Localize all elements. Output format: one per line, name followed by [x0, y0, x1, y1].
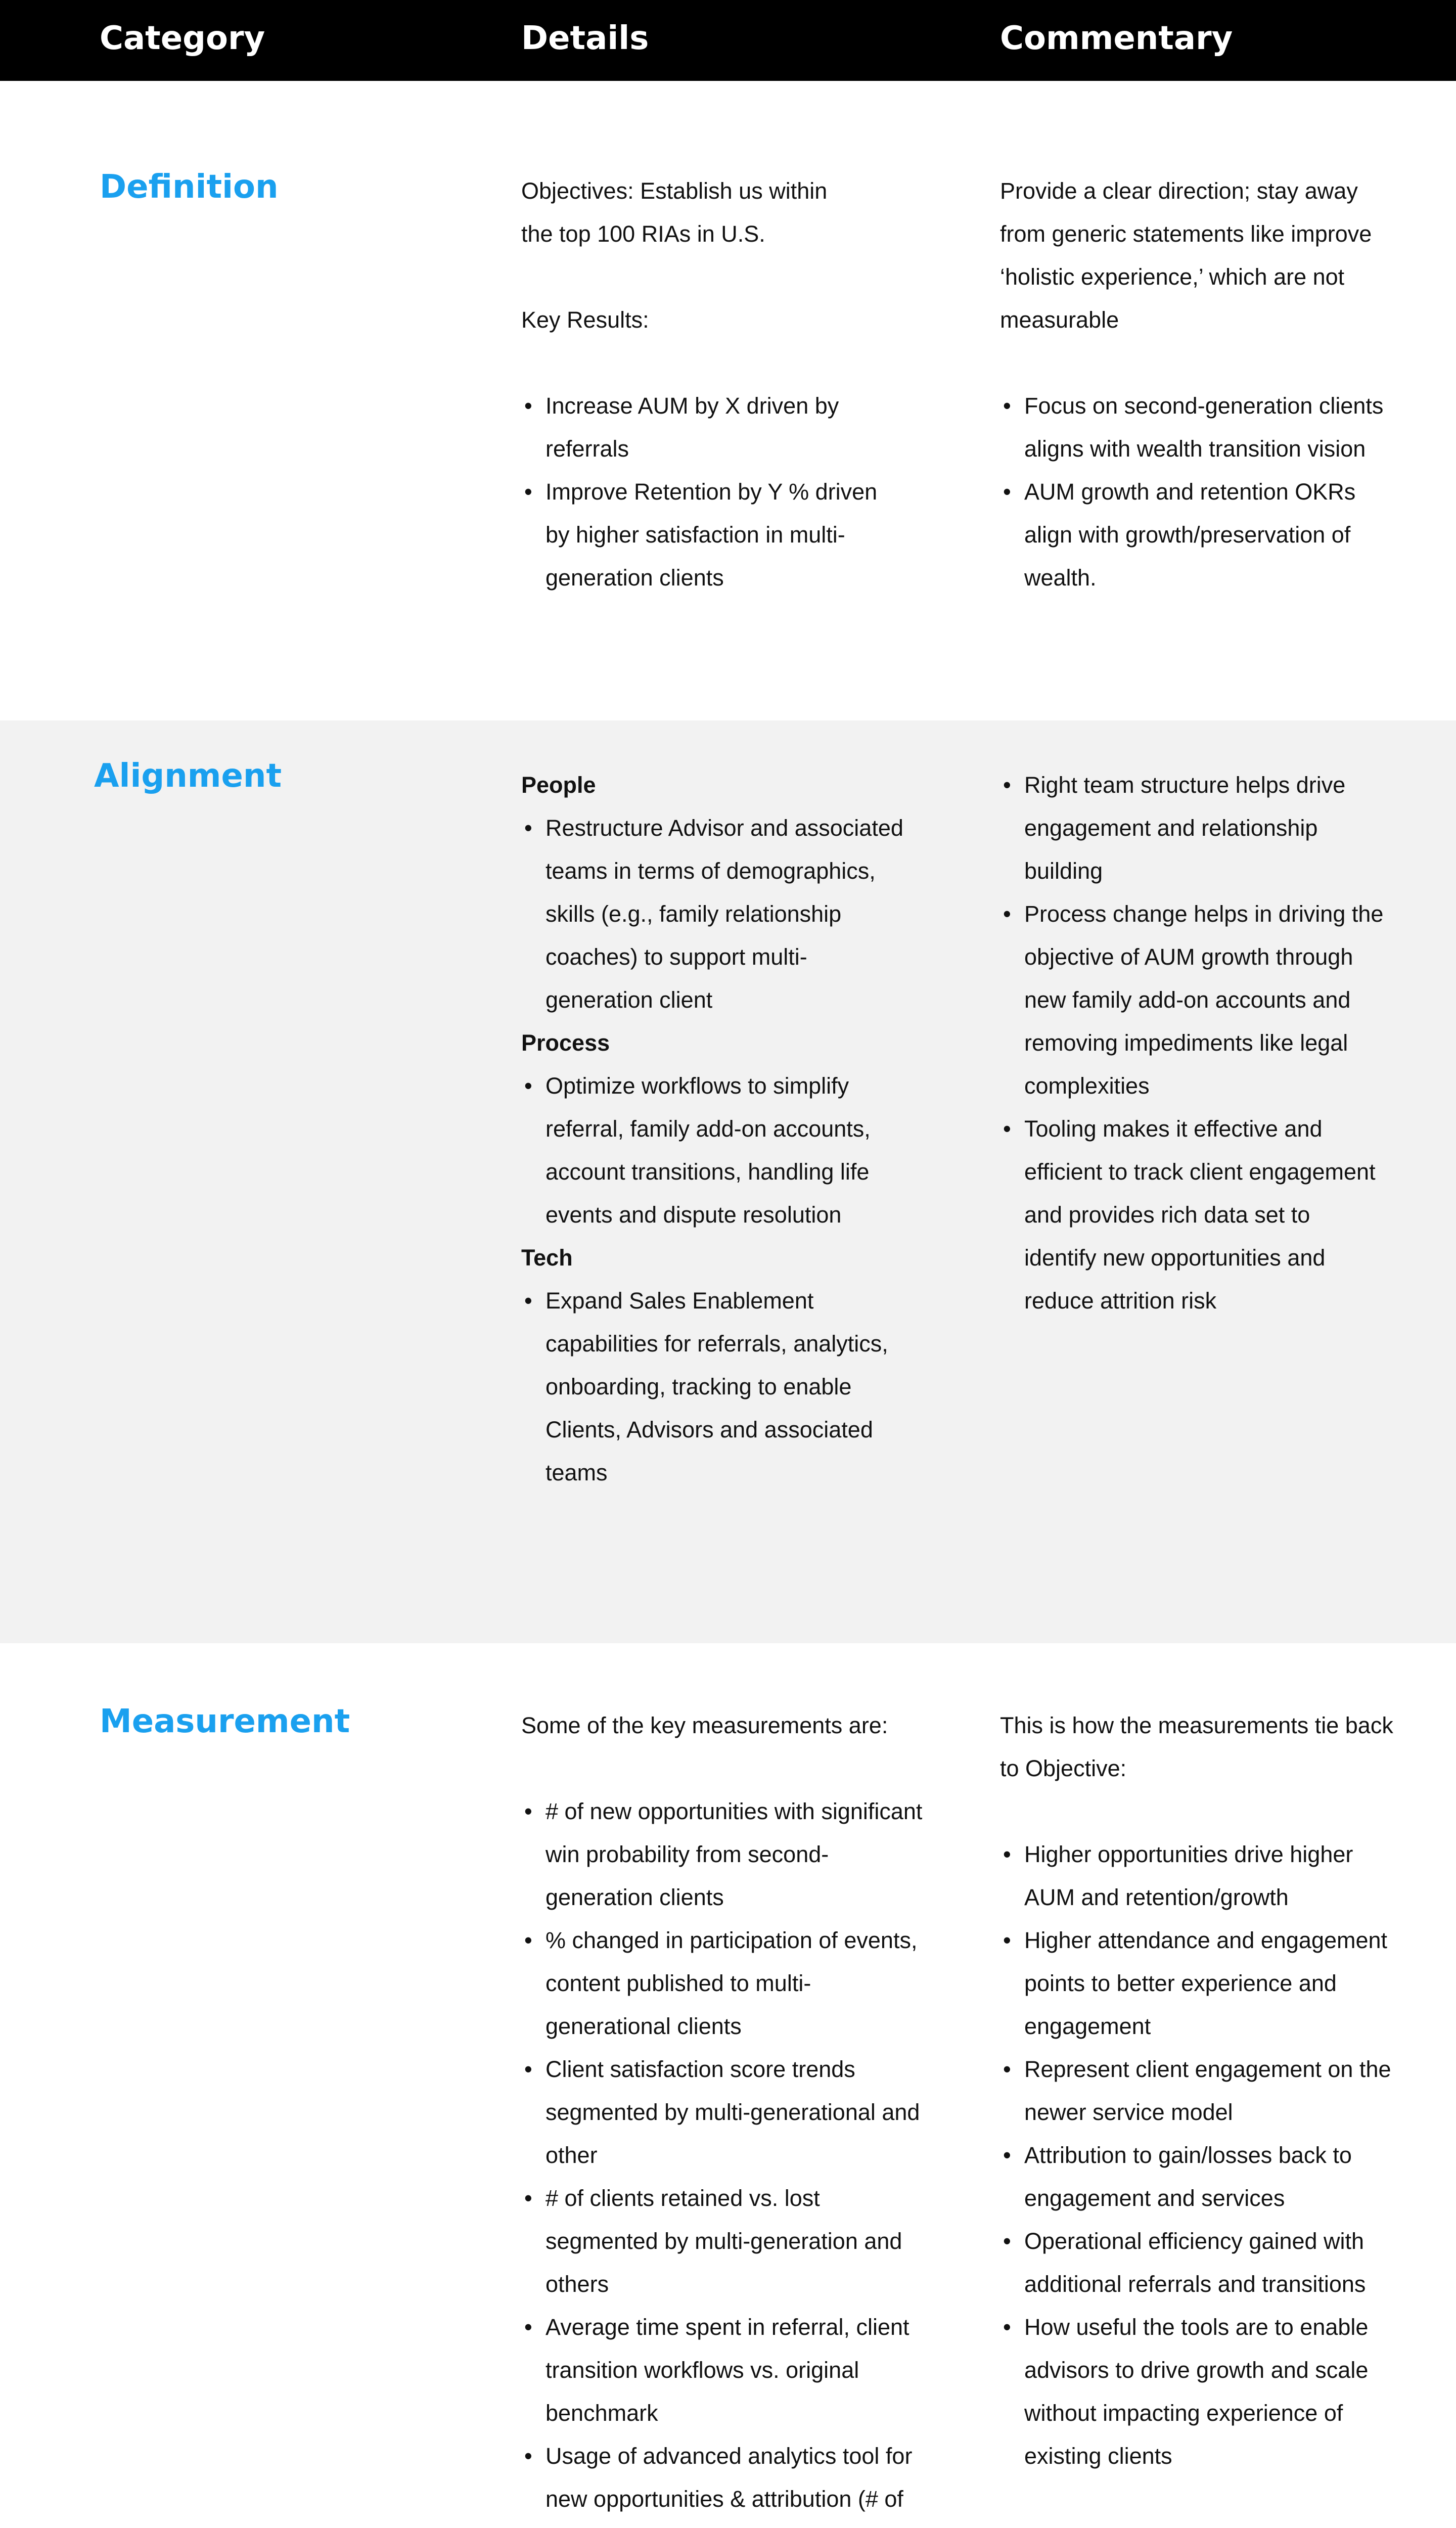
measurement-commentary-intro: This is how the measurements tie back to Objective: — [1000, 1712, 1393, 1781]
alignment-section — [0, 720, 1456, 1643]
measurement-commentary-bullet: • Higher opportunities drive higher AUM and retention/growth — [1000, 1833, 1394, 1919]
tech-bullet: • Expand Sales Enablement capabilities for referrals, analytics, onboarding, tracking to enable Clients, Advisors and associated teams — [521, 1279, 905, 1494]
measurement-detail-bullet: • # of clients retained vs. lost segmented by multi-generation and others — [521, 2177, 926, 2306]
objective-line-1: Objectives: Establish us within — [521, 178, 828, 204]
measurement-details-intro: Some of the key measurements are: — [521, 1712, 888, 1738]
measurement-section — [0, 1643, 1456, 2528]
objective-line-2: the top 100 RIAs in U.S. — [521, 221, 765, 247]
measurement-detail-bullet: • Average time spent in referral, client transition workflows vs. original benchmark — [521, 2306, 926, 2434]
measurement-details — [521, 1704, 926, 2528]
process-bullet: • Optimize workflows to simplify referral, family add-on accounts, account transitions, handling life events and dispute resolution — [521, 1064, 905, 1236]
measurement-detail-bullet: • Usage of advanced analytics tool for new opportunities & attribution (# of — [521, 2434, 926, 2528]
header-category: Category — [100, 20, 265, 57]
definition-section — [0, 81, 1456, 720]
measurement-commentary-bullet: • How useful the tools are to enable advisors to drive growth and scale without impacting experience of existing clients — [1000, 2306, 1394, 2477]
definition-category: Definition — [100, 168, 279, 206]
measurement-commentary — [1000, 1704, 1394, 2477]
alignment-commentary — [1000, 763, 1384, 1322]
definition-commentary-bullet: • AUM growth and retention OKRs align with growth/preservation of wealth. — [1000, 470, 1384, 599]
header-details: Details — [521, 20, 649, 57]
measurement-commentary-bullet: • Operational efficiency gained with additional referrals and transitions — [1000, 2220, 1394, 2306]
process-label: Process — [521, 1030, 610, 1056]
definition-commentary-bullet: • Focus on second-generation clients aligns with wealth transition vision — [1000, 384, 1384, 470]
measurement-detail-bullet: • # of new opportunities with significant win probability from second-generation clients — [521, 1790, 926, 1919]
alignment-commentary-bullet: • Right team structure helps drive engagement and relationship building — [1000, 763, 1384, 892]
people-label: People — [521, 772, 596, 798]
table-header — [0, 0, 1456, 81]
alignment-commentary-bullet: • Process change helps in driving the objective of AUM growth through new family add-on accounts and removing impediments like legal complexities — [1000, 892, 1384, 1107]
tech-label: Tech — [521, 1245, 573, 1271]
definition-commentary-intro: Provide a clear direction; stay away from generic statements like improve ‘holistic experience,’ which are not measurable — [1000, 178, 1372, 333]
measurement-detail-bullet: • % changed in participation of events, content published to multi-generational clients — [521, 1919, 926, 2048]
measurement-detail-bullet: • Client satisfaction score trends segmented by multi-generational and other — [521, 2048, 926, 2177]
alignment-details — [521, 763, 905, 1494]
definition-detail-bullet: • Increase AUM by X driven by referrals — [521, 384, 905, 470]
measurement-category: Measurement — [100, 1703, 350, 1740]
measurement-commentary-bullet: • Higher attendance and engagement points to better experience and engagement — [1000, 1919, 1394, 2048]
definition-detail-bullet: • Improve Retention by Y % driven by higher satisfaction in multi-generation clients — [521, 470, 905, 599]
alignment-category: Alignment — [94, 757, 282, 795]
alignment-commentary-bullet: • Tooling makes it effective and efficient to track client engagement and provides rich data set to identify new opportunities and reduce attrition risk — [1000, 1107, 1384, 1322]
definition-commentary — [1000, 169, 1384, 599]
definition-details — [521, 169, 905, 599]
measurement-commentary-bullet: • Attribution to gain/losses back to engagement and services — [1000, 2134, 1394, 2220]
people-bullet: • Restructure Advisor and associated teams in terms of demographics, skills (e.g., family relationship coaches) to support multi-generation client — [521, 806, 905, 1021]
key-results-label: Key Results: — [521, 307, 649, 333]
measurement-commentary-bullet: • Represent client engagement on the newer service model — [1000, 2048, 1394, 2134]
header-commentary: Commentary — [1000, 20, 1233, 57]
